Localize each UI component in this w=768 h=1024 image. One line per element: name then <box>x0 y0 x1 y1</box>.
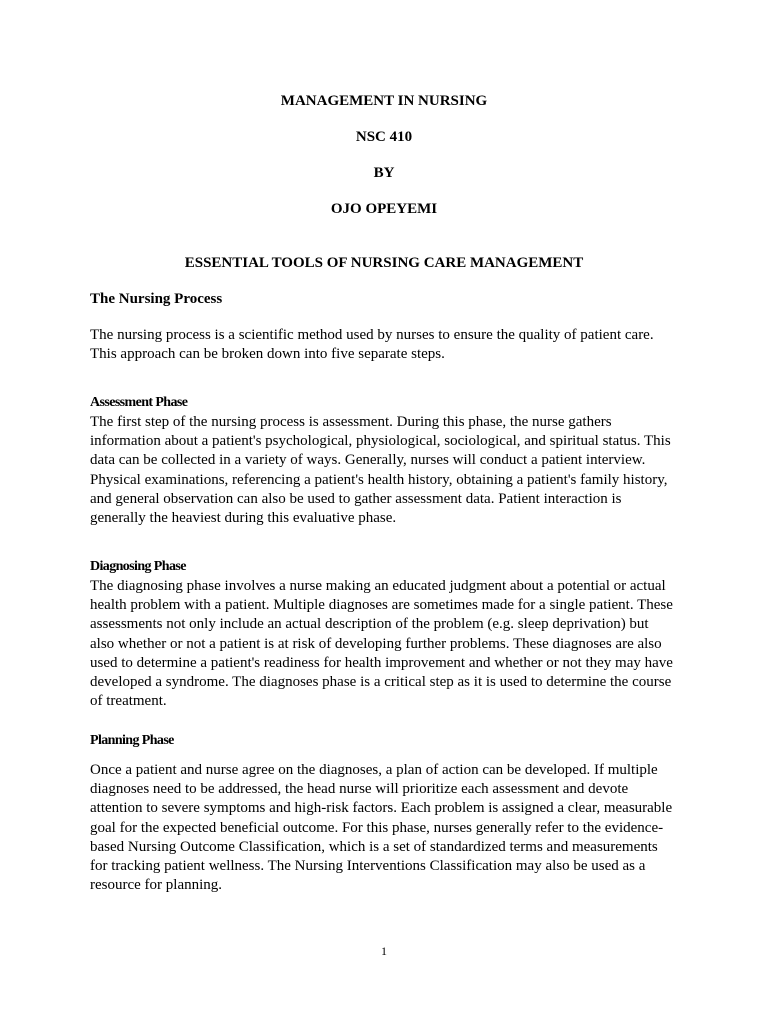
section-heading-nursing-process: The Nursing Process <box>90 291 223 307</box>
section-heading-planning: Planning Phase <box>90 733 174 748</box>
course-code: NSC 410 <box>355 129 413 145</box>
section-body-planning <box>90 761 690 895</box>
text-line: Once a patient and nurse agree on the diagnoses, a plan of action can be developed. If multiple <box>90 762 658 778</box>
text-line: generally the heaviest during this evaluative phase. <box>90 510 397 527</box>
text-line: for tracking patient wellness. The Nursing Interventions Classification may also be used as a <box>90 858 646 875</box>
section-body-assessment <box>90 413 690 528</box>
document-title: ESSENTIAL TOOLS OF NURSING CARE MANAGEMENT <box>184 255 584 271</box>
author-name: OJO OPEYEMI <box>330 201 438 217</box>
section-heading-assessment: Assessment Phase <box>90 395 188 410</box>
text-line: developed a syndrome. The diagnoses phase is a critical step as it is used to determine the course <box>90 674 672 691</box>
section-heading-diagnosing: Diagnosing Phase <box>90 559 186 574</box>
text-line: also whether or not a patient is at risk of developing further problems. These diagnoses are also <box>90 635 662 652</box>
course-title: MANAGEMENT IN NURSING <box>280 93 488 109</box>
text-line: resource for planning. <box>90 877 223 894</box>
text-line: and general observation can also be used to gather assessment data. Patient interaction is <box>90 490 622 507</box>
text-line: goal for the expected beneficial outcome. For this phase, nurses generally refer to the evidence- <box>90 819 664 836</box>
text-line: used to determine a patient's readiness for health improvement and whether or not they may have <box>90 654 673 671</box>
section-body-nursing-process <box>90 326 690 364</box>
text-line: This approach can be broken down into five separate steps. <box>90 346 445 363</box>
section-body-diagnosing <box>90 577 690 711</box>
text-line: attention to severe symptoms and high-risk factors. Each problem is assigned a clear, measurable <box>90 800 673 817</box>
text-line: diagnoses need to be addressed, the head nurse will prioritize each assessment and devote <box>90 781 629 798</box>
page-number: 1 <box>381 944 387 958</box>
text-line: information about a patient's psychological, physiological, sociological, and spiritual status. This <box>90 433 671 450</box>
text-line: The first step of the nursing process is assessment. During this phase, the nurse gathers <box>90 414 612 430</box>
text-line: assessments not only include an actual description of the problem (e.g. sleep deprivation) but <box>90 616 649 633</box>
text-line: The diagnosing phase involves a nurse making an educated judgment about a potential or actual <box>90 578 666 594</box>
text-line: data can be collected in a variety of ways. Generally, nurses will conduct a patient interview. <box>90 452 646 469</box>
text-line: based Nursing Outcome Classification, which is a set of standardized terms and measurements <box>90 838 658 855</box>
text-line: of treatment. <box>90 693 167 710</box>
by-label: BY <box>373 165 395 181</box>
text-line: health problem with a patient. Multiple diagnoses are sometimes made for a single patient. These <box>90 597 673 614</box>
text-line: The nursing process is a scientific method used by nurses to ensure the quality of patient care. <box>90 327 654 343</box>
text-line: Physical examinations, referencing a patient's health history, obtaining a patient's family history, <box>90 471 668 488</box>
